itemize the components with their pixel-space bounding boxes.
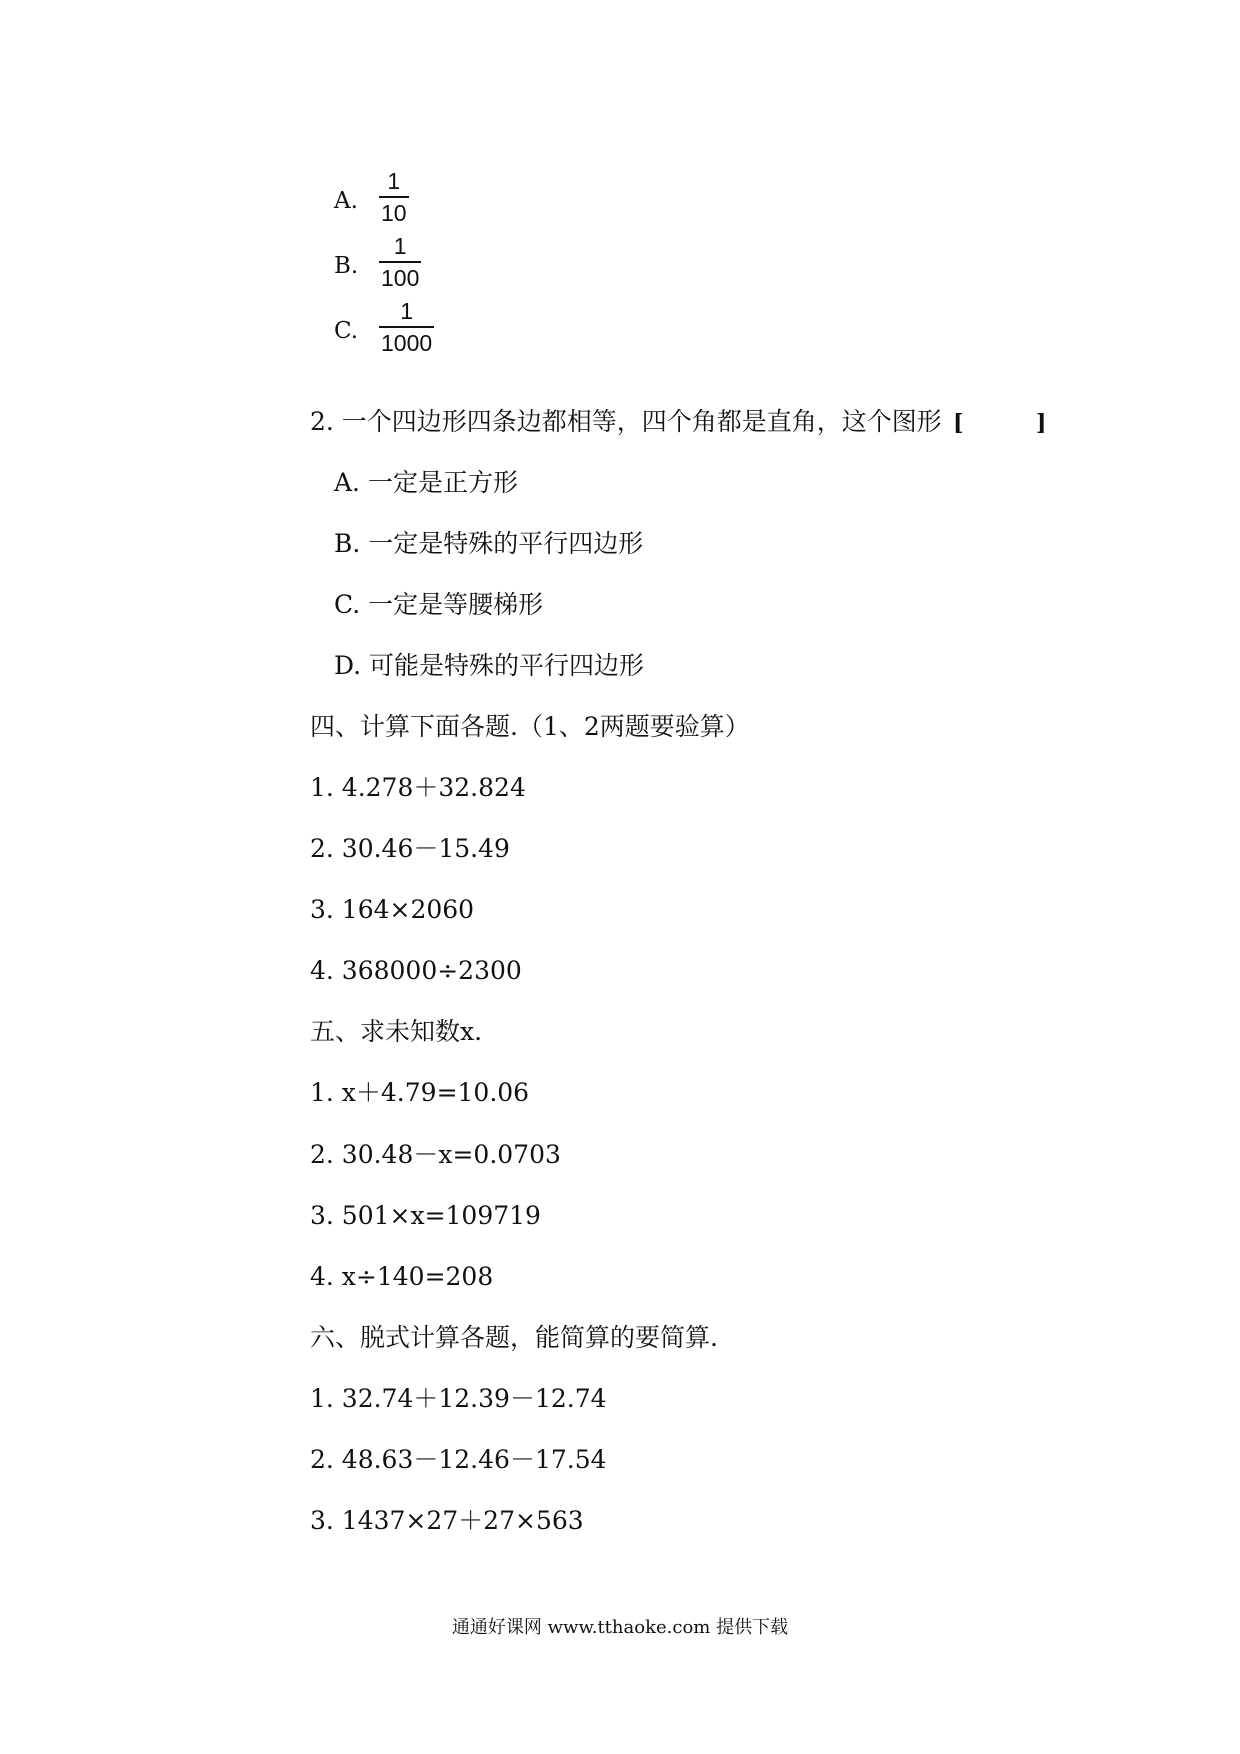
section5-item-4: 4. x÷140=208: [310, 1262, 494, 1291]
q2-answer-bracket-close: ]: [1036, 410, 1047, 436]
section5-item-1: 1. x＋4.79=10.06: [310, 1078, 530, 1107]
fraction-bar: [379, 261, 421, 263]
q1-option-a-letter: A.: [334, 188, 358, 214]
q1-option-a-fraction: [379, 168, 409, 226]
section5-title: 五、求未知数x.: [310, 1017, 483, 1046]
fraction-numerator: 1: [393, 233, 407, 259]
q1-option-b-fraction: [379, 233, 421, 291]
section4-item-2: 2. 30.46－15.49: [310, 834, 510, 863]
fraction-denominator: 100: [381, 265, 420, 291]
fraction-bar: [379, 326, 434, 328]
section5-item-2: 2. 30.48－x=0.0703: [310, 1140, 561, 1169]
section4-item-3: 3. 164×2060: [310, 895, 475, 924]
q2-answer-bracket-open: [: [953, 410, 964, 436]
page-footer: 通通好课网 www.tthaoke.com 提供下载: [451, 1617, 789, 1638]
fraction-numerator: 1: [400, 298, 413, 324]
q2-option-c: C. 一定是等腰梯形: [334, 590, 544, 619]
section6-item-3: 3. 1437×27＋27×563: [310, 1506, 584, 1535]
section4-item-4: 4. 368000÷2300: [310, 956, 522, 985]
q1-option-b-letter: B.: [334, 253, 359, 279]
fraction-numerator: 1: [387, 168, 401, 194]
section4-item-1: 1. 4.278＋32.824: [310, 773, 526, 802]
q2-option-a: A. 一定是正方形: [334, 468, 518, 497]
q2-option-d: D. 可能是特殊的平行四边形: [334, 651, 645, 680]
q1-option-c-fraction: [379, 298, 434, 356]
fraction-denominator: 1000: [381, 330, 433, 356]
section6-title: 六、脱式计算各题，能简算的要简算.: [310, 1323, 718, 1352]
section6-item-1: 1. 32.74＋12.39－12.74: [310, 1384, 607, 1413]
q2-stem: 2. 一个四边形四条边都相等，四个角都是直角，这个图形: [310, 407, 942, 436]
fraction-denominator: 10: [381, 200, 407, 226]
q2-option-b: B. 一定是特殊的平行四边形: [334, 529, 644, 558]
fraction-bar: [379, 196, 409, 198]
section6-item-2: 2. 48.63－12.46－17.54: [310, 1445, 607, 1474]
q1-option-c-letter: C.: [334, 318, 359, 344]
section4-title: 四、计算下面各题.（1、2两题要验算）: [310, 712, 750, 741]
section5-item-3: 3. 501×x=109719: [310, 1201, 541, 1230]
